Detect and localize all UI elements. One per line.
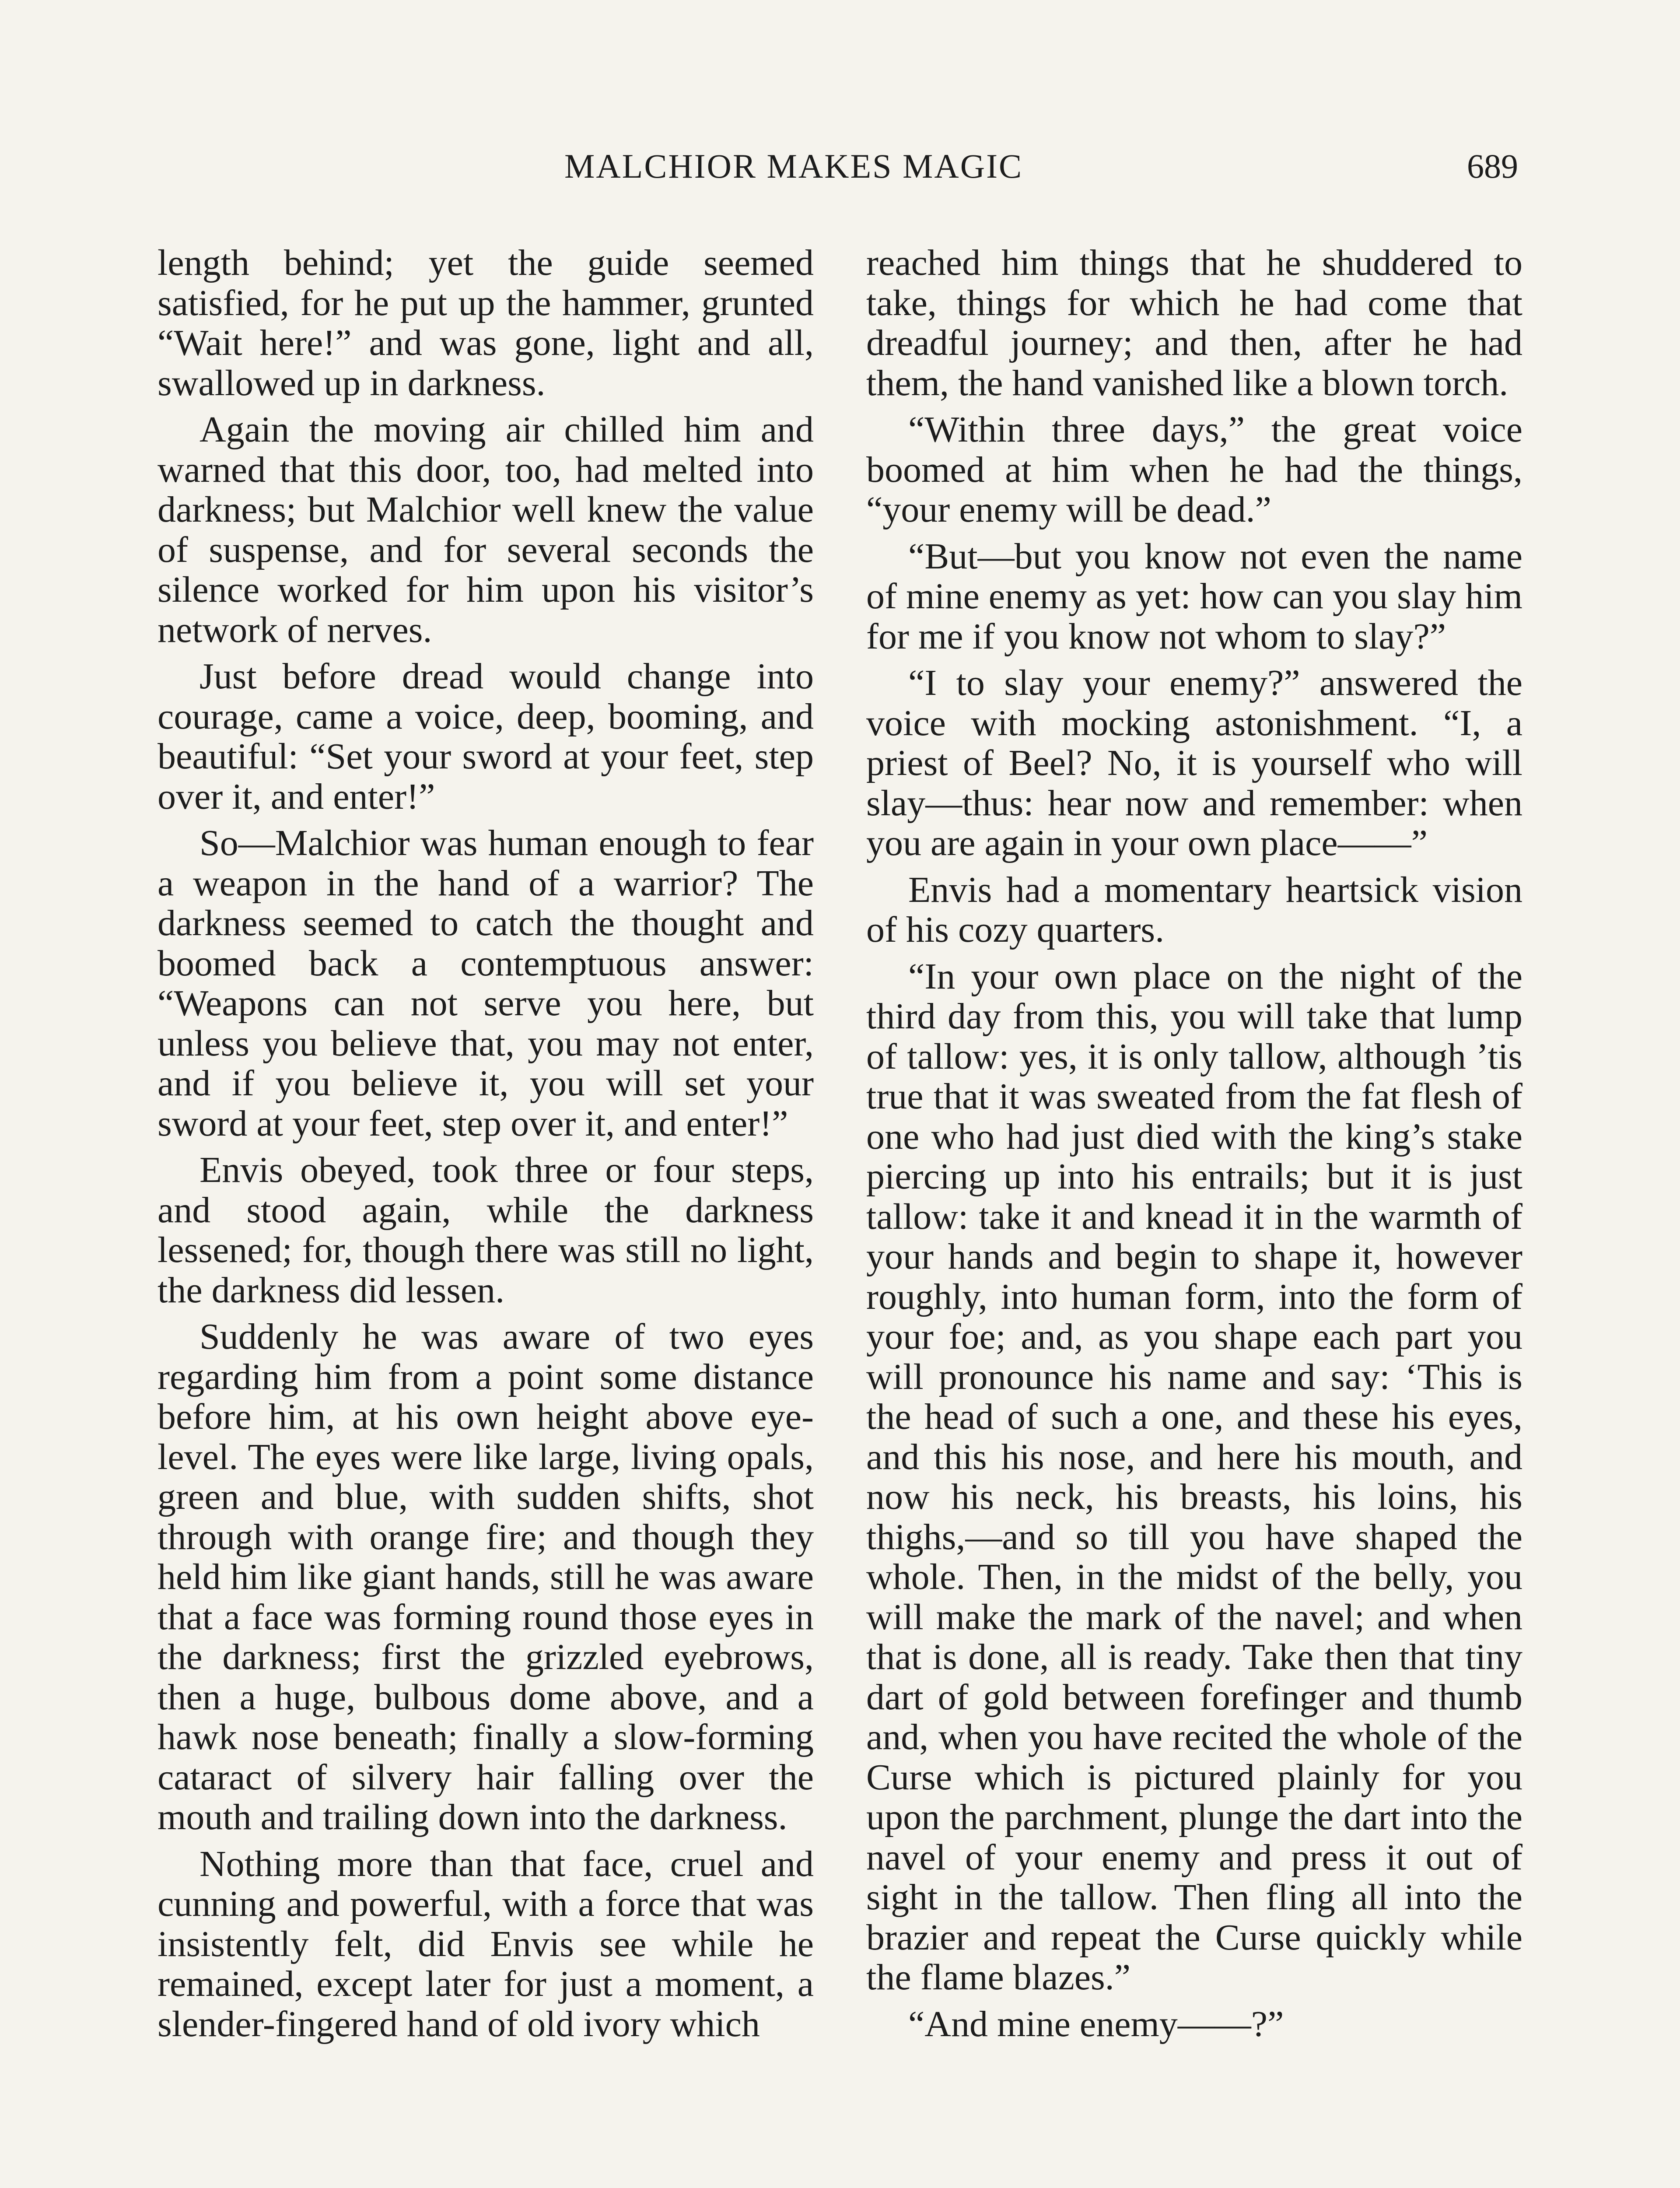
paragraph: “But—but you know not even the name of mine enemy as yet: how can you slay him for me if you know not whom to slay?”	[866, 536, 1522, 657]
left-column	[158, 243, 814, 2044]
paragraph: Suddenly he was aware of two eyes regarding him from a point some distance before him, at his own height above eye-level. The eyes were like large, living opals, green and blue, with sudden shifts, shot through with orange fire; and though they held him like giant hands, still he was aware that a face was forming round those eyes in the darkness; first the grizzled eyebrows, then a huge, bulbous dome above, and a hawk nose beneath; finally a slow-forming cataract of silvery hair falling over the mouth and trailing down into the darkness.	[158, 1316, 814, 1837]
page-number: 689	[1467, 147, 1518, 185]
paragraph: Again the moving air chilled him and warned that this door, too, had melted into darkness; but Malchior well knew the value of suspense, and for several seconds the silence worked for him upon his visitor’s network of nerves.	[158, 409, 814, 650]
paragraph: length behind; yet the guide seemed satisfied, for he put up the hammer, grunted “Wait here!” and was gone, light and all, swallowed up in darkness.	[158, 242, 814, 403]
paragraph: Nothing more than that face, cruel and cunning and powerful, with a force that was insistently felt, did Envis see while he remained, except later for just a moment, a slender-fingered hand of old ivory which	[158, 1843, 814, 2044]
paragraph: “Within three days,” the great voice boomed at him when he had the things, “your enemy will be dead.”	[866, 409, 1522, 530]
paragraph: “I to slay your enemy?” answered the voice with mocking astonishment. “I, a priest of Beel? No, it is yourself who will slay—thus: hear now and remember: when you are again in your own place——”	[866, 663, 1522, 863]
paragraph: Envis obeyed, took three or four steps, and stood again, while the darkness lessened; for, though there was still no light, the darkness did lessen.	[158, 1150, 814, 1311]
running-head	[158, 144, 1518, 197]
paragraph: reached him things that he shuddered to take, things for which he had come that dreadful journey; and then, after he had them, the hand vanished like a blown torch.	[866, 242, 1522, 403]
paragraph: “In your own place on the night of the third day from this, you will take that lump of tallow: yes, it is only tallow, although ’tis true that it was sweated from the fat flesh of one who had just died with the king’s stake piercing up into his entrails; but it is just tallow: take it and knead it in the warmth of your hands and begin to shape it, however roughly, into human form, into the form of your foe; and, as you shape each part you will pronounce his name and say: ‘This is the head of such a one, and these his eyes, and this his nose, and here his mouth, and now his neck, his breasts, his loins, his thighs,—and so till you have shaped the whole. Then, in the midst of the belly, you will make the mark of the navel; and when that is done, all is ready. Take then that tiny dart of gold between forefinger and thumb and, when you have recited the whole of the Curse which is pictured plainly for you upon the parchment, plunge the dart into the navel of your enemy and press it out of sight in the tallow. Then fling all into the brazier and repeat the Curse quickly while the flame blazes.”	[866, 956, 1522, 1998]
paragraph: Just before dread would change into courage, came a voice, deep, booming, and beautiful: “Set your sword at your feet, step over it, and enter!”	[158, 656, 814, 817]
running-title: MALCHIOR MAKES MAGIC	[564, 147, 1023, 185]
right-column	[866, 243, 1522, 2044]
paragraph: “And mine enemy——?”	[908, 2003, 1284, 2044]
paragraph: Envis had a momentary heartsick vision of his cozy quarters.	[866, 869, 1522, 950]
paragraph: So—Malchior was human enough to fear a weapon in the hand of a warrior? The darkness seemed to catch the thought and boomed back a contemptuous answer: “Weapons can not serve you here, but unless you believe that, you may not enter, and if you believe it, you will set your sword at your feet, step over it, and enter!”	[158, 823, 814, 1144]
